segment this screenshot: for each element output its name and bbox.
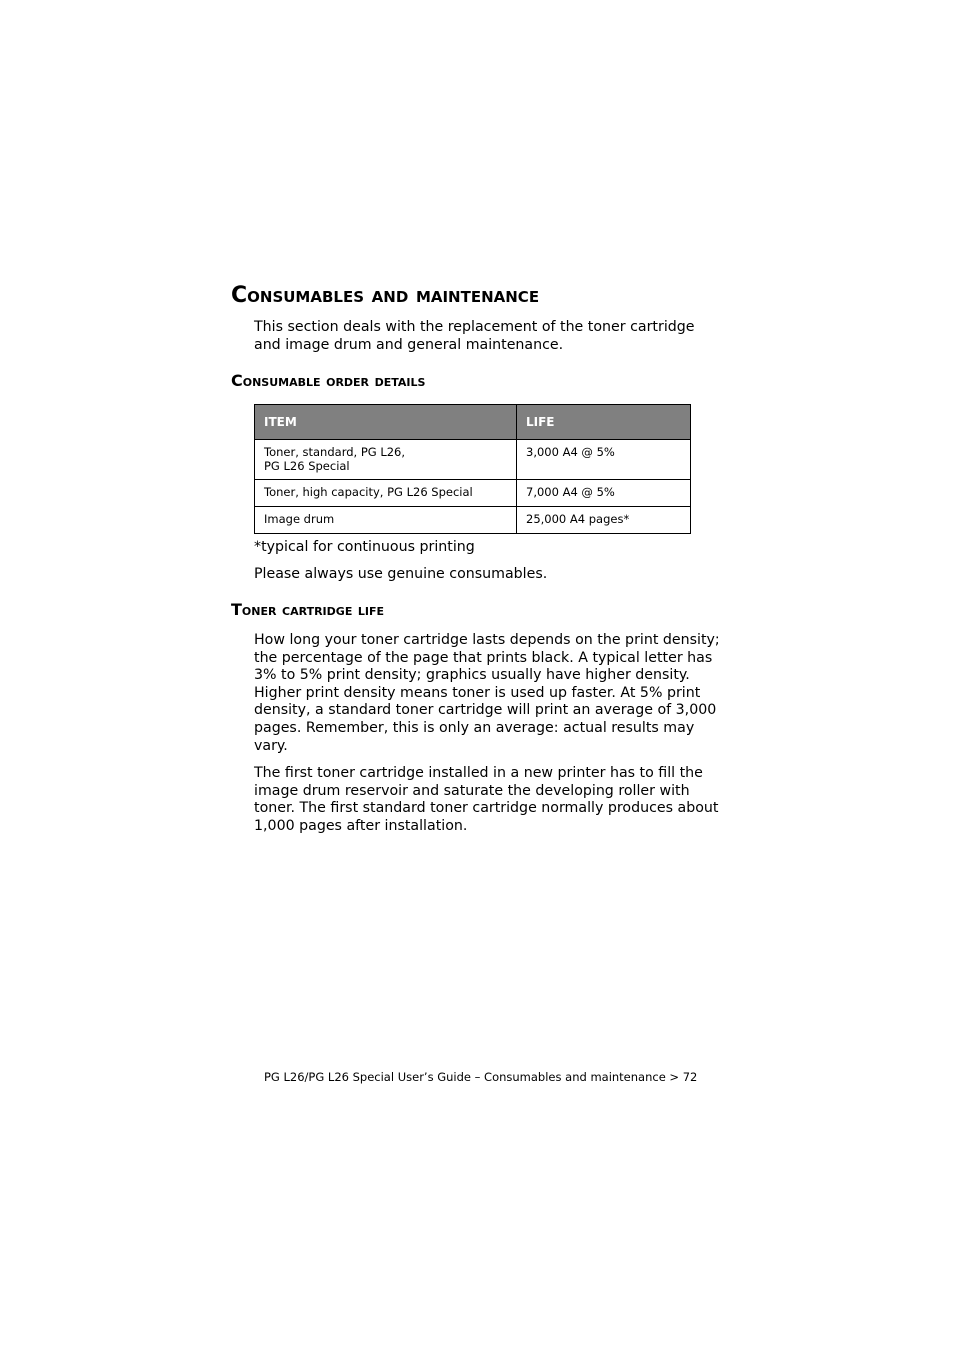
toner-life-heading: Toner cartridge life xyxy=(231,600,385,619)
consumable-order-heading: Consumable order details xyxy=(231,371,426,390)
toner-life-paragraph: How long your toner cartridge lasts depends on the print density; the percentage of the page that prints black. A typical letter has 3% to 5% print density; graphics usually have higher density. Higher print density means toner is used up faster. At 5% print density, a standard toner cartridge will print an average of 3,000 pages. Remember, this is only an average: actual results may vary. xyxy=(254,632,720,754)
page-footer: PG L26/PG L26 Special User’s Guide – Consumables and maintenance > 72 xyxy=(264,1070,698,1084)
page-title: Consumables and maintenance xyxy=(231,283,540,308)
table-row xyxy=(255,507,691,534)
table-cell-life: 25,000 A4 pages* xyxy=(517,507,691,534)
column-header-item: ITEM xyxy=(255,405,517,440)
table-row xyxy=(255,480,691,507)
table-cell-item xyxy=(255,480,517,507)
intro-paragraph: This section deals with the replacement of the toner cartridge and image drum and general maintenance. xyxy=(254,319,695,353)
table-cell-life: 3,000 A4 @ 5% xyxy=(517,440,691,480)
genuine-consumables-note: Please always use genuine consumables. xyxy=(254,566,548,582)
table-cell-item xyxy=(255,440,517,480)
item-line: Image drum xyxy=(264,512,335,526)
table-footnote: *typical for continuous printing xyxy=(254,539,475,555)
toner-life-paragraph: The first toner cartridge installed in a new printer has to fill the image drum reservoir and saturate the developing roller with toner. The first standard toner cartridge normally produces about 1,000 pages after installation. xyxy=(254,765,719,834)
table-row xyxy=(255,440,691,480)
item-line: PG L26 Special xyxy=(264,458,350,473)
table-header-row xyxy=(255,405,691,440)
column-header-life: LIFE xyxy=(517,405,691,440)
table-cell-life: 7,000 A4 @ 5% xyxy=(517,480,691,507)
table-cell-item xyxy=(255,507,517,534)
item-line: Toner, standard, PG L26, xyxy=(264,445,406,459)
item-line: Toner, high capacity, PG L26 Special xyxy=(264,485,473,499)
consumables-table xyxy=(254,404,691,534)
